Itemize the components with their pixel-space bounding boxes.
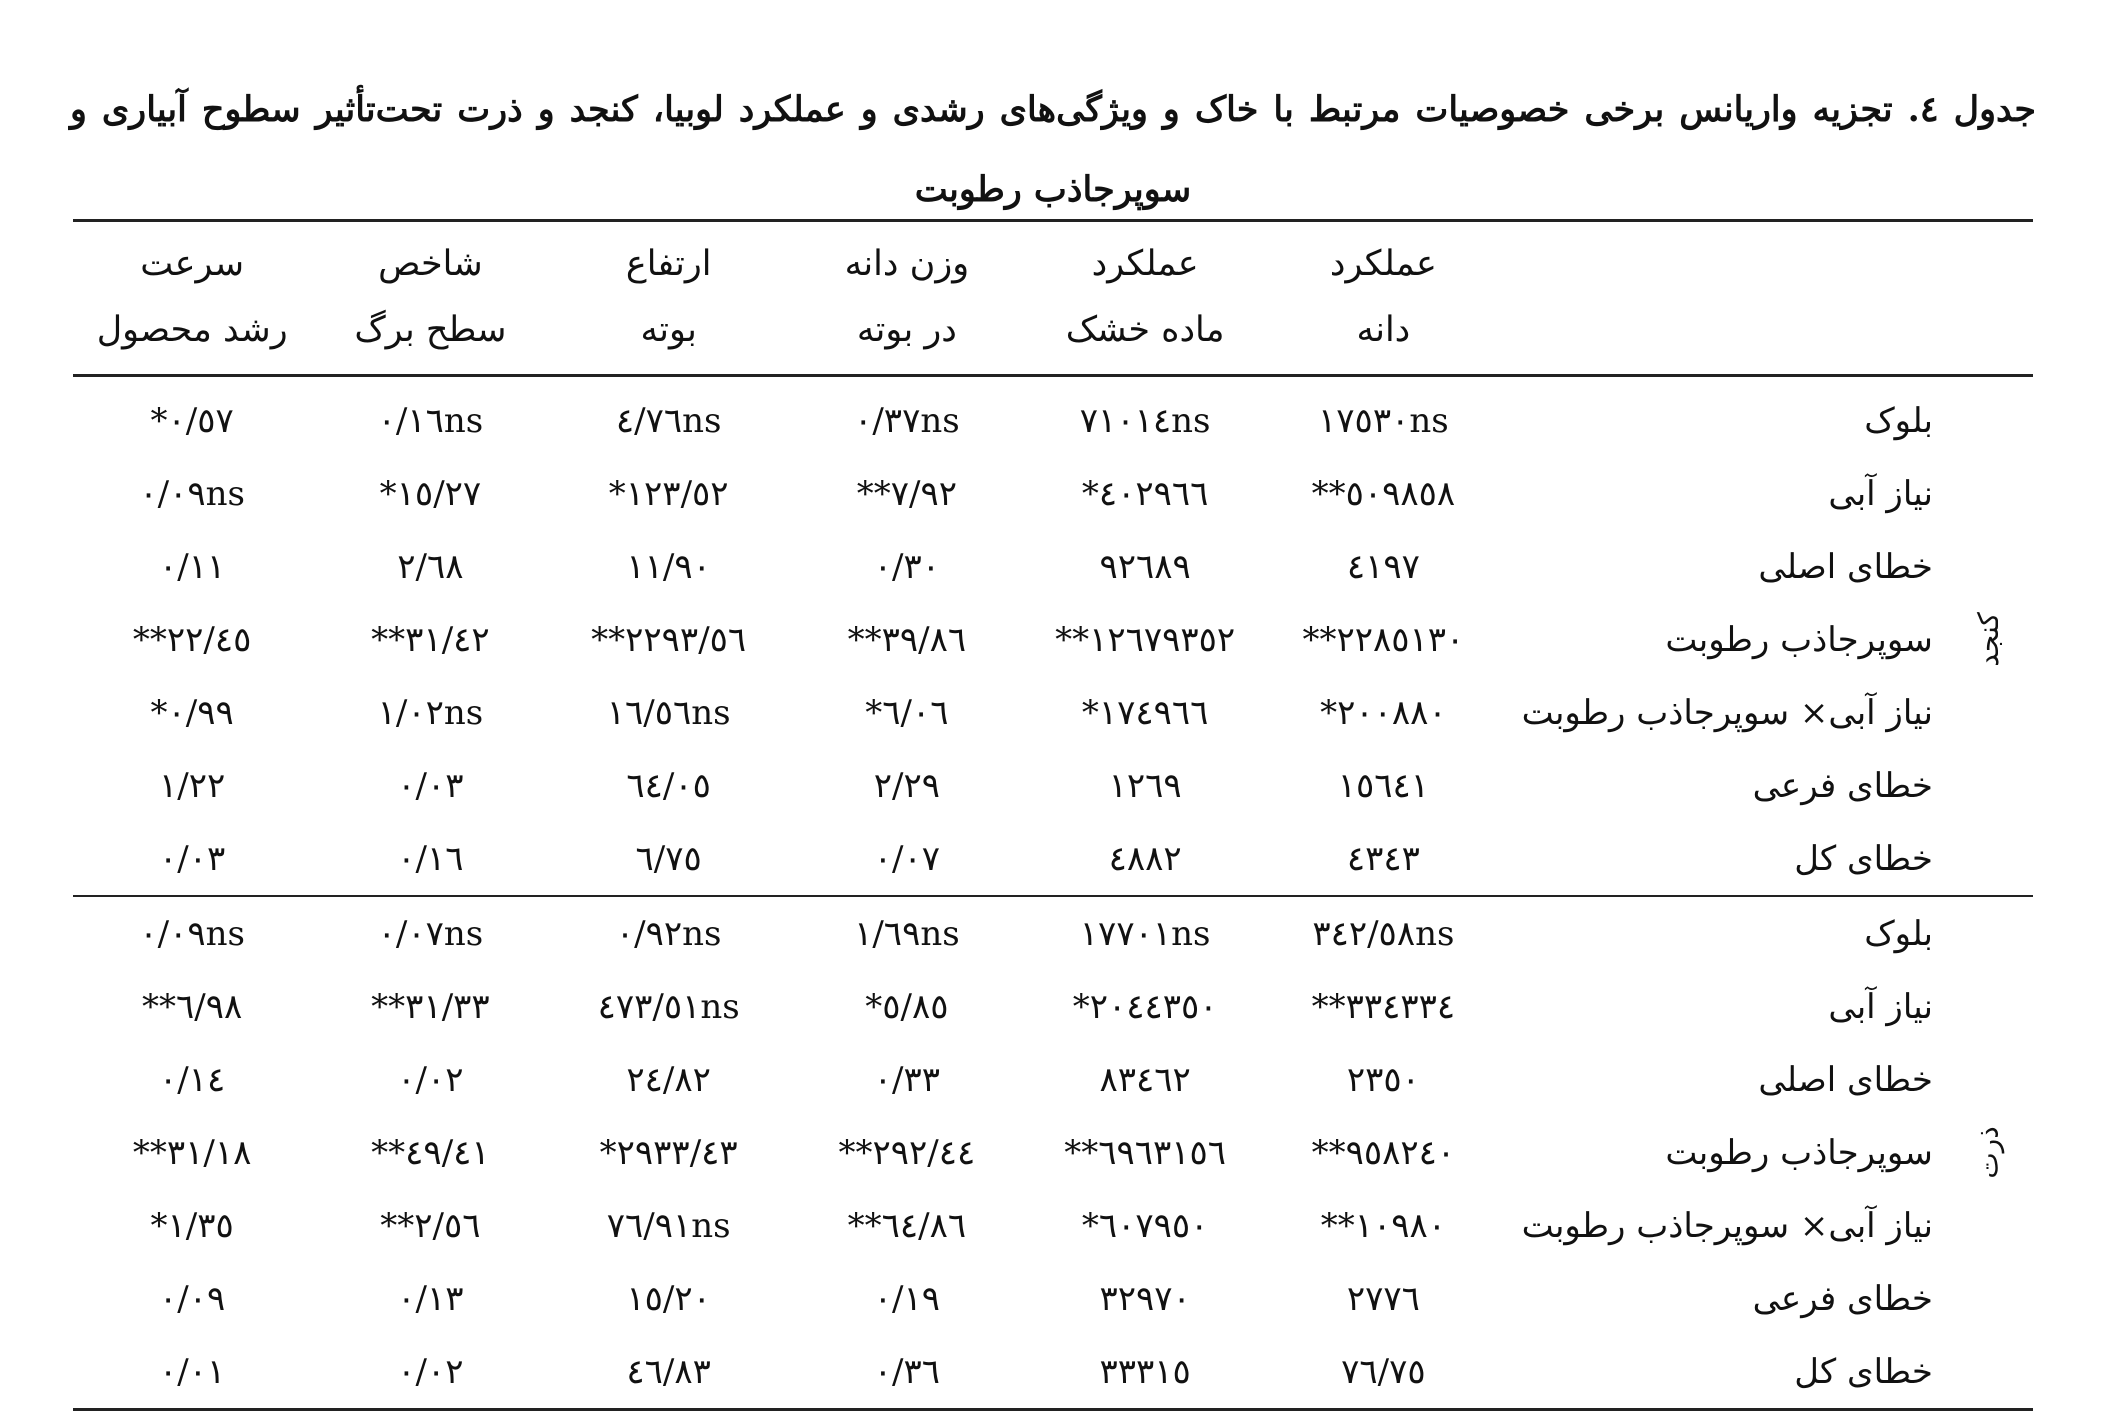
value-cell: ٠/٣٦ — [788, 1335, 1026, 1410]
header-leaf-area-top: شاخص — [311, 221, 549, 298]
table-row — [73, 1189, 2033, 1262]
value-cell: ٢٢٩٣/٥٦** — [591, 619, 747, 660]
value-cell: ٢٠٤٤٣٥٠* — [1072, 986, 1218, 1027]
group-label-cell — [1943, 376, 2033, 458]
value-cell: ١٥٦٤١ — [1337, 765, 1430, 806]
value-cell: ٦/٠٦* — [865, 692, 949, 733]
group-label: ذرت — [1971, 1126, 2005, 1179]
table-row — [73, 970, 2033, 1043]
source-cell: خطای اصلی — [1758, 546, 1933, 587]
table-row — [73, 896, 2033, 970]
value-cell: ١/٣٥* — [150, 1205, 234, 1246]
header-grain-weight-bottom: در بوته — [788, 297, 1026, 376]
value-cell: ١٢٦٩ — [1108, 765, 1182, 806]
header-source-cell — [1502, 221, 1942, 298]
value-cell: ١٠٩٨٠** — [1320, 1205, 1447, 1246]
value-cell: ٧١٠١٤ns — [1079, 400, 1211, 441]
source-cell: بلوک — [1864, 913, 1933, 954]
source-cell: خطای کل — [1502, 1335, 1942, 1410]
value-cell: ٠/٥٧* — [150, 400, 234, 441]
value-cell: ٦/٩٨** — [142, 986, 243, 1027]
group-label-cell — [1943, 1116, 2033, 1189]
value-cell: ٠/٠٧ns — [377, 913, 484, 954]
value-cell: ٠/٠٣ — [397, 765, 464, 806]
header-plant-height-top: ارتفاع — [550, 221, 788, 298]
header-dry-matter-top: عملکرد — [1026, 221, 1264, 298]
header-row-top — [73, 221, 2033, 298]
source-cell: خطای فرعی — [1752, 1278, 1933, 1319]
value-cell: ٢/٥٦** — [380, 1205, 481, 1246]
header-growth-rate-top: سرعت — [73, 221, 311, 298]
value-cell: ١٧٧٠١ns — [1079, 913, 1211, 954]
value-cell: ١٦/٥٦ns — [606, 692, 731, 733]
value-cell: ٦٤/٠٥ — [626, 765, 711, 806]
group-label: کنجد — [1971, 612, 2005, 667]
value-cell: ٠/٠٢ — [311, 1335, 549, 1410]
value-cell: ٧٦/٩١ns — [606, 1205, 731, 1246]
header-grain-yield-top: عملکرد — [1264, 221, 1502, 298]
value-cell: ٢٤/٨٢ — [626, 1059, 711, 1100]
table-row — [73, 376, 2033, 458]
header-growth-rate-bottom: رشد محصول — [73, 297, 311, 376]
value-cell: ٠/٠٣ — [73, 822, 311, 896]
value-cell: ١/٠٢ns — [377, 692, 484, 733]
group-sesame — [73, 376, 2033, 897]
value-cell: ٨٣٤٦٢ — [1099, 1059, 1191, 1100]
value-cell: ٤٣٤٣ — [1264, 822, 1502, 896]
value-cell: ٣٣٣١٥ — [1026, 1335, 1264, 1410]
value-cell: ٠/٣٧ns — [854, 400, 960, 441]
source-cell: نیاز آبی — [1828, 986, 1933, 1027]
value-cell: ٢٠٠٨٨٠* — [1320, 692, 1447, 733]
value-cell: ٦/٧٥ — [550, 822, 788, 896]
source-cell: نیاز آبی× سوپرجاذب رطوبت — [1521, 1205, 1933, 1246]
value-cell: ١٥/٢٠ — [626, 1278, 711, 1319]
value-cell: ٠/١٦ — [311, 822, 549, 896]
value-cell: ٠/٠٧ — [788, 822, 1026, 896]
group-label-cell — [1943, 1262, 2033, 1335]
group-label-cell — [1943, 603, 2033, 676]
group-label-cell — [1943, 1043, 2033, 1116]
table-row — [73, 1262, 2033, 1335]
value-cell: ٠/٩٩* — [150, 692, 234, 733]
value-cell: ٠/٣٠ — [873, 546, 941, 587]
header-source-cell — [1502, 297, 1942, 376]
value-cell: ٠/٩٢ns — [615, 913, 722, 954]
value-cell: ٠/٠٩ — [159, 1278, 226, 1319]
table-header — [73, 221, 2033, 376]
value-cell: ٠/١٣ — [397, 1278, 464, 1319]
value-cell: ٢٣٥٠ — [1346, 1059, 1420, 1100]
table-row — [73, 676, 2033, 749]
table-row — [73, 1335, 2033, 1410]
source-cell: خطای کل — [1502, 822, 1942, 896]
value-cell: ٠/٠٩ns — [139, 473, 245, 514]
table-row — [73, 457, 2033, 530]
value-cell: ٣١/٤٢** — [371, 619, 490, 660]
value-cell: ٤٨٨٢ — [1026, 822, 1264, 896]
value-cell: ٤٦/٨٣ — [550, 1335, 788, 1410]
group-corn — [73, 896, 2033, 1410]
source-cell: خطای اصلی — [1758, 1059, 1933, 1100]
value-cell: ٠/٠٢ — [397, 1059, 464, 1100]
caption-line-2: سوپرجاذب رطوبت — [914, 169, 1192, 210]
value-cell: ٠/٠٩ns — [139, 913, 245, 954]
header-grain-yield-bottom: دانه — [1264, 297, 1502, 376]
group-label-cell — [1943, 970, 2033, 1043]
table-row — [73, 603, 2033, 676]
value-cell: ١/٦٩ns — [854, 913, 960, 954]
source-cell: نیاز آبی — [1828, 473, 1933, 514]
value-cell: ٢٩٣٣/٤٣* — [599, 1132, 738, 1173]
group-label-cell — [1943, 749, 2033, 822]
source-cell: سوپرجاذب رطوبت — [1665, 1132, 1933, 1173]
group-label-cell — [1943, 896, 2033, 970]
value-cell: ١/٢٢ — [159, 765, 226, 806]
source-cell: سوپرجاذب رطوبت — [1665, 619, 1933, 660]
value-cell: ١٢٦٧٩٣٥٢** — [1055, 619, 1236, 660]
value-cell: ٣١/١٨** — [132, 1132, 252, 1173]
source-cell: بلوک — [1864, 400, 1933, 441]
value-cell: ١٧٥٣٠ns — [1318, 400, 1449, 441]
anova-table — [73, 219, 2033, 1411]
value-cell: ٠/٠١ — [73, 1335, 311, 1410]
value-cell: ٧/٩٢** — [856, 473, 958, 514]
value-cell: ٤١٩٧ — [1346, 546, 1420, 587]
value-cell: ٢٢/٤٥** — [132, 619, 252, 660]
value-cell: ٩٥٨٢٤٠** — [1311, 1132, 1456, 1173]
value-cell: ١٢٣/٥٢* — [608, 473, 729, 514]
header-leaf-area-bottom: سطح برگ — [311, 297, 549, 376]
value-cell: ٤٠٢٩٦٦* — [1081, 473, 1209, 514]
value-cell: ٥/٨٥* — [865, 986, 949, 1027]
value-cell: ٣٢٩٧٠ — [1099, 1278, 1191, 1319]
header-dry-matter-bottom: ماده خشک — [1026, 297, 1264, 376]
value-cell: ٢٧٧٦ — [1346, 1278, 1420, 1319]
value-cell: ٣٩/٨٦** — [847, 619, 967, 660]
group-label-cell — [1943, 1335, 2033, 1410]
value-cell: ٣٣٤٣٣٤** — [1311, 986, 1456, 1027]
value-cell: ٦٩٦٣١٥٦** — [1064, 1132, 1227, 1173]
value-cell: ٠/١٤ — [159, 1059, 226, 1100]
value-cell: ٢/٢٩ — [873, 765, 941, 806]
header-group-cell — [1943, 297, 2033, 376]
table-caption — [70, 70, 2036, 230]
value-cell: ٤/٧٦ns — [615, 400, 722, 441]
value-cell: ٠/٣٣ — [873, 1059, 941, 1100]
group-label-cell — [1943, 457, 2033, 530]
group-label-cell — [1943, 822, 2033, 896]
value-cell: ١١/٩٠ — [626, 546, 711, 587]
table-row — [73, 1043, 2033, 1116]
value-cell: ٠/١١ — [159, 546, 226, 587]
group-label-cell — [1943, 1189, 2033, 1262]
header-grain-weight-top: وزن دانه — [788, 221, 1026, 298]
value-cell: ٥٠٩٨٥٨** — [1311, 473, 1456, 514]
header-row-bottom — [73, 297, 2033, 376]
value-cell: ٤٩/٤١** — [371, 1132, 490, 1173]
caption-line-1: جدول ٤. تجزیه واریانس برخی خصوصیات مرتبط با خاک و ویژگی‌های رشدی و عملکرد لوبیا، کنجد و ذرت تحت‌تأثیر سطوح آبیاری و — [70, 89, 2036, 130]
source-cell: خطای فرعی — [1752, 765, 1933, 806]
source-cell: نیاز آبی× سوپرجاذب رطوبت — [1521, 692, 1933, 733]
table-row — [73, 1116, 2033, 1189]
value-cell: ٤٧٣/٥١ns — [597, 986, 740, 1027]
value-cell: ٠/١٩ — [873, 1278, 941, 1319]
value-cell: ٧٦/٧٥ — [1264, 1335, 1502, 1410]
value-cell: ١٧٤٩٦٦* — [1081, 692, 1209, 733]
value-cell: ٦٠٧٩٥٠* — [1081, 1205, 1209, 1246]
group-label-cell — [1943, 530, 2033, 603]
value-cell: ٩٢٦٨٩ — [1099, 546, 1191, 587]
value-cell: ٦٤/٨٦** — [847, 1205, 967, 1246]
value-cell: ٣١/٣٣** — [371, 986, 490, 1027]
value-cell: ٠/١٦ns — [377, 400, 484, 441]
value-cell: ٢٩٢/٤٤** — [838, 1132, 976, 1173]
table-row — [73, 822, 2033, 896]
group-label-cell — [1943, 676, 2033, 749]
value-cell: ٢/٦٨ — [397, 546, 464, 587]
header-group-cell — [1943, 221, 2033, 298]
header-plant-height-bottom: بوته — [550, 297, 788, 376]
value-cell: ١٥/٢٧* — [379, 473, 482, 514]
table-row — [73, 749, 2033, 822]
table-row — [73, 530, 2033, 603]
value-cell: ٢٢٨٥١٣٠** — [1302, 619, 1465, 660]
value-cell: ٣٤٢/٥٨ns — [1312, 913, 1455, 954]
